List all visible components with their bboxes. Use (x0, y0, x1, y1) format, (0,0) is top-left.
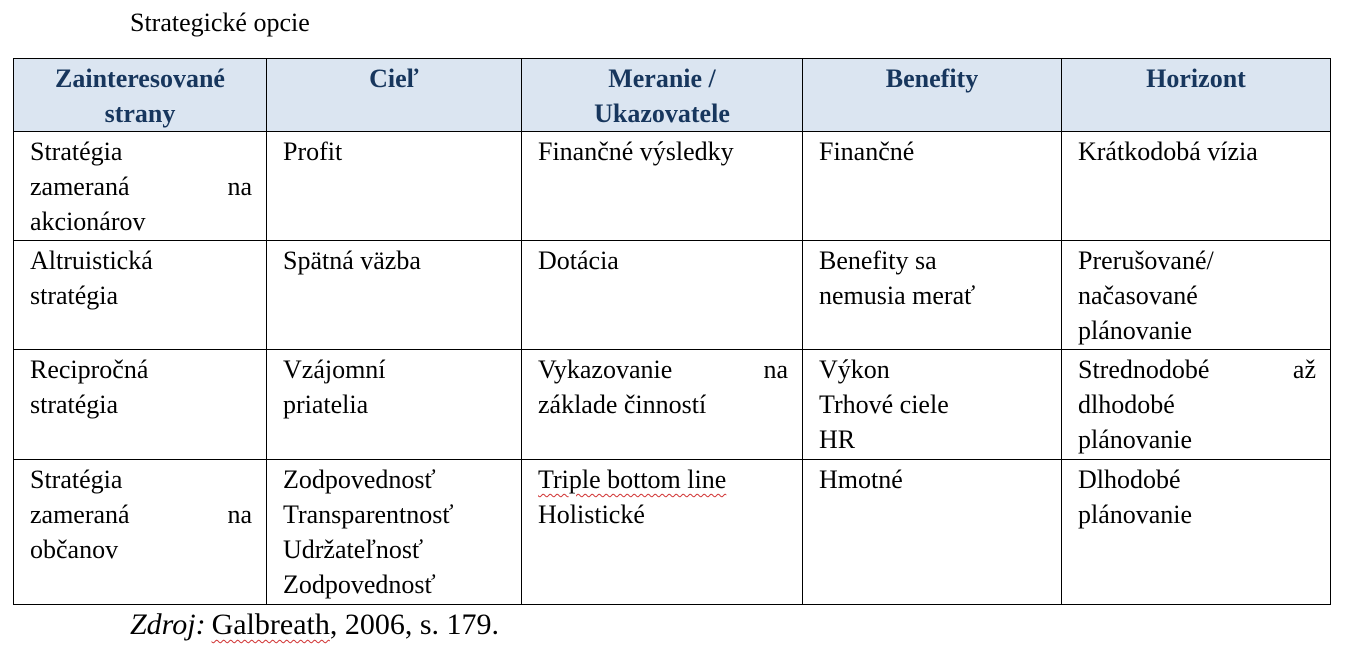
header-measure-line-1: Meranie / (608, 64, 716, 93)
cell-text: Krátkodobá vízia (1078, 137, 1258, 166)
cell-text: na (227, 500, 252, 529)
table-row (14, 132, 1331, 241)
table-header-row (14, 59, 1331, 132)
cell-text: Spätná väzba (283, 246, 421, 275)
cell-benefits (803, 241, 1062, 350)
cell-justified-line (1078, 352, 1316, 387)
table-row (14, 241, 1331, 350)
header-horizon-line-1: Horizont (1146, 64, 1246, 93)
cell-horizon (1062, 241, 1331, 350)
cell-text: načasované (1078, 281, 1198, 310)
header-benefits (803, 59, 1062, 132)
cell-text: Stratégia (30, 465, 123, 494)
cell-text: dlhodobé (1078, 390, 1175, 419)
source-label: Zdroj: (130, 608, 206, 641)
cell-justified-line (30, 169, 252, 204)
cell-text: Holistické (538, 500, 645, 529)
cell-text: zameraná (30, 500, 130, 529)
cell-stakeholders (14, 460, 267, 605)
cell-text: Zodpovednosť (283, 465, 436, 494)
cell-horizon (1062, 132, 1331, 241)
cell-measure (522, 241, 803, 350)
cell-text: Prerušované/ (1078, 246, 1214, 275)
cell-text: Recipročná (30, 355, 149, 384)
cell-justified-line (538, 352, 788, 387)
header-stakeholders-line-2: strany (104, 99, 176, 128)
header-stakeholders (14, 59, 267, 132)
header-benefits-line-1: Benefity (885, 64, 979, 93)
cell-text: Transparentnosť (283, 500, 454, 529)
cell-benefits (803, 460, 1062, 605)
cell-text: Udržateľnosť (283, 535, 424, 564)
cell-text: nemusia merať (819, 281, 976, 310)
cell-text: Hmotné (819, 465, 903, 494)
cell-text: Altruistická (30, 246, 153, 275)
cell-text: Vzájomní (283, 355, 386, 384)
cell-text: Triple bottom line (538, 465, 727, 494)
cell-measure (522, 350, 803, 460)
cell-text: akcionárov (30, 207, 146, 236)
page-title: Strategické opcie (130, 8, 310, 37)
cell-text: Finančné výsledky (538, 137, 734, 166)
header-goal-line-1: Cieľ (369, 64, 419, 93)
cell-text: Zodpovednosť (283, 570, 436, 599)
cell-measure (522, 132, 803, 241)
cell-text: plánovanie (1078, 500, 1193, 529)
cell-text: na (763, 355, 788, 384)
cell-text: Benefity sa (819, 246, 937, 275)
header-measure-line-2: Ukazovatele (594, 99, 730, 128)
cell-text: základe činností (538, 390, 707, 419)
source-details: , 2006, s. 179. (329, 608, 500, 641)
cell-goal (267, 241, 522, 350)
cell-goal (267, 460, 522, 605)
cell-stakeholders (14, 241, 267, 350)
cell-text: Strednodobé (1078, 355, 1210, 384)
cell-stakeholders (14, 350, 267, 460)
cell-text: HR (819, 425, 856, 454)
cell-benefits (803, 132, 1062, 241)
cell-goal (267, 350, 522, 460)
cell-measure (522, 460, 803, 605)
cell-justified-line (30, 497, 252, 532)
source-citation (130, 606, 499, 644)
cell-horizon (1062, 460, 1331, 605)
header-stakeholders-line-1: Zainteresované (55, 64, 225, 93)
cell-text: plánovanie (1078, 316, 1193, 345)
strategic-options-table (13, 58, 1331, 605)
cell-text: priatelia (283, 390, 369, 419)
cell-text: Vykazovanie (538, 355, 673, 384)
cell-text: Finančné (819, 137, 915, 166)
cell-text: Profit (283, 137, 343, 166)
cell-benefits (803, 350, 1062, 460)
cell-text: až (1292, 355, 1316, 384)
cell-goal (267, 132, 522, 241)
cell-text: stratégia (30, 390, 119, 419)
cell-text: občanov (30, 535, 119, 564)
cell-text: Dlhodobé (1078, 465, 1181, 494)
source-author: Galbreath (211, 608, 330, 641)
header-horizon (1062, 59, 1331, 132)
cell-text: zameraná (30, 172, 130, 201)
cell-text: plánovanie (1078, 425, 1193, 454)
cell-stakeholders (14, 132, 267, 241)
cell-text: na (227, 172, 252, 201)
table-row (14, 350, 1331, 460)
table-row (14, 460, 1331, 605)
cell-text: Stratégia (30, 137, 123, 166)
header-measure (522, 59, 803, 132)
cell-horizon (1062, 350, 1331, 460)
cell-text: Výkon (819, 355, 890, 384)
cell-text: Trhové ciele (819, 390, 949, 419)
cell-text: Dotácia (538, 246, 619, 275)
header-goal (267, 59, 522, 132)
cell-text: stratégia (30, 281, 119, 310)
